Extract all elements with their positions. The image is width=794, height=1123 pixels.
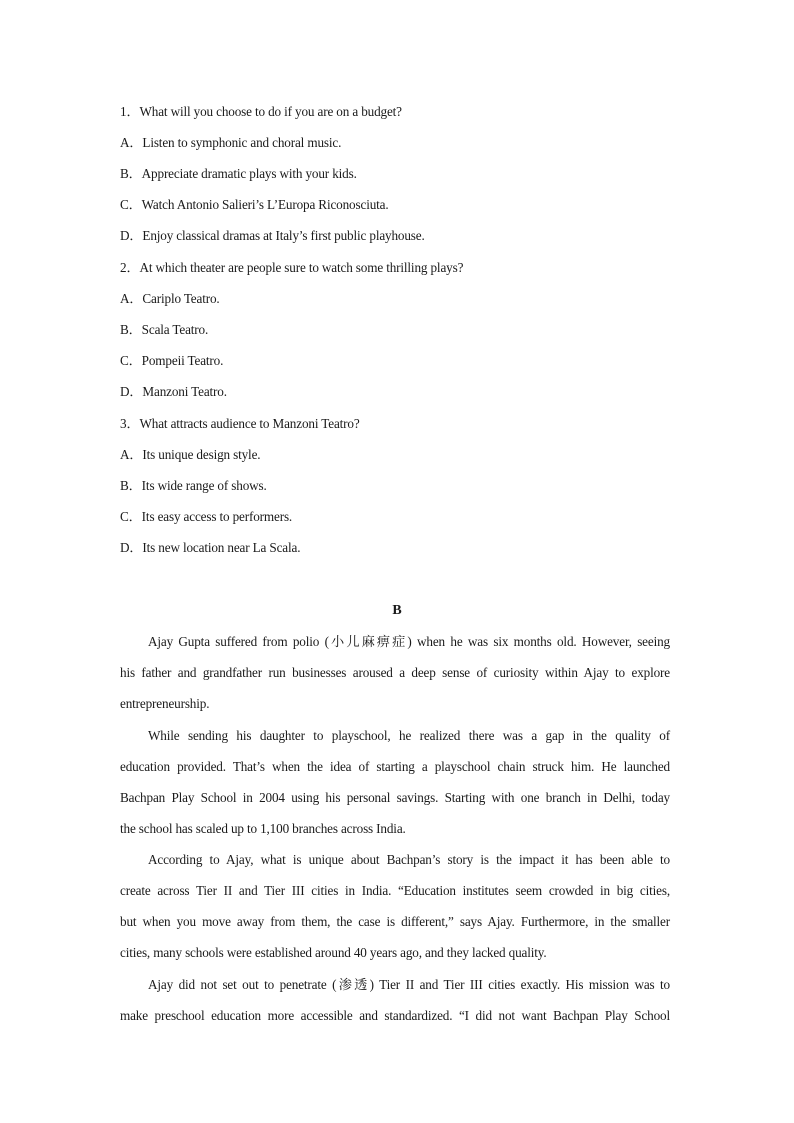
paragraph-line: but when you move away from them, the case is different,” says Ajay. Furthermore, in the smaller bbox=[120, 914, 670, 929]
section-title: B bbox=[392, 603, 402, 618]
paragraph-line: entrepreneurship. bbox=[120, 696, 210, 711]
paragraph-line: Ajay Gupta suffered from polio (小儿麻痹症) when he was six months old. However, seeing bbox=[148, 634, 670, 649]
paragraph-line: Ajay did not set out to penetrate (渗透) Tier II and Tier III cities exactly. His mission was to bbox=[148, 977, 670, 992]
paragraph-line: the school has scaled up to 1,100 branches across India. bbox=[120, 821, 406, 836]
paragraph-line: education provided. That’s when the idea of starting a playschool chain struck him. He launched bbox=[120, 759, 670, 774]
question-2-stem: 2．At which theater are people sure to watch some thrilling plays? bbox=[120, 260, 464, 275]
question-2-option-b: B．Scala Teatro. bbox=[120, 322, 209, 337]
paragraph-line: According to Ajay, what is unique about Bachpan’s story is the impact it has been able to bbox=[148, 852, 670, 867]
paragraph-line: Bachpan Play School in 2004 using his personal savings. Starting with one branch in Delhi, today bbox=[120, 790, 670, 805]
question-3-option-c: C．Its easy access to performers. bbox=[120, 509, 293, 524]
question-1-stem: 1．What will you choose to do if you are on a budget? bbox=[120, 104, 402, 119]
question-2-option-a: A．Cariplo Teatro. bbox=[120, 291, 220, 306]
question-1-option-d: D．Enjoy classical dramas at Italy’s first public playhouse. bbox=[120, 228, 425, 243]
paragraph-line: create across Tier II and Tier III cities in India. “Education institutes seem crowded in big cities, bbox=[120, 883, 670, 898]
paragraph-line: his father and grandfather run businesses aroused a deep sense of curiosity within Ajay to explore bbox=[120, 665, 670, 680]
question-2-option-d: D．Manzoni Teatro. bbox=[120, 384, 227, 399]
question-1-option-c: C．Watch Antonio Salieri’s L’Europa Riconosciuta. bbox=[120, 197, 389, 212]
paragraph-line: While sending his daughter to playschool, he realized there was a gap in the quality of bbox=[148, 728, 670, 743]
question-3-option-d: D．Its new location near La Scala. bbox=[120, 540, 301, 555]
question-3-stem: 3．What attracts audience to Manzoni Teatro? bbox=[120, 416, 360, 431]
question-2-option-c: C．Pompeii Teatro. bbox=[120, 353, 224, 368]
question-1-option-b: B．Appreciate dramatic plays with your kids. bbox=[120, 166, 357, 181]
question-3-option-a: A．Its unique design style. bbox=[120, 447, 261, 462]
paragraph-line: cities, many schools were established around 40 years ago, and they lacked quality. bbox=[120, 945, 547, 960]
question-3-option-b: B．Its wide range of shows. bbox=[120, 478, 267, 493]
question-1-option-a: A．Listen to symphonic and choral music. bbox=[120, 135, 342, 150]
paragraph-line: make preschool education more accessible and standardized. “I did not want Bachpan Play School bbox=[120, 1008, 670, 1023]
